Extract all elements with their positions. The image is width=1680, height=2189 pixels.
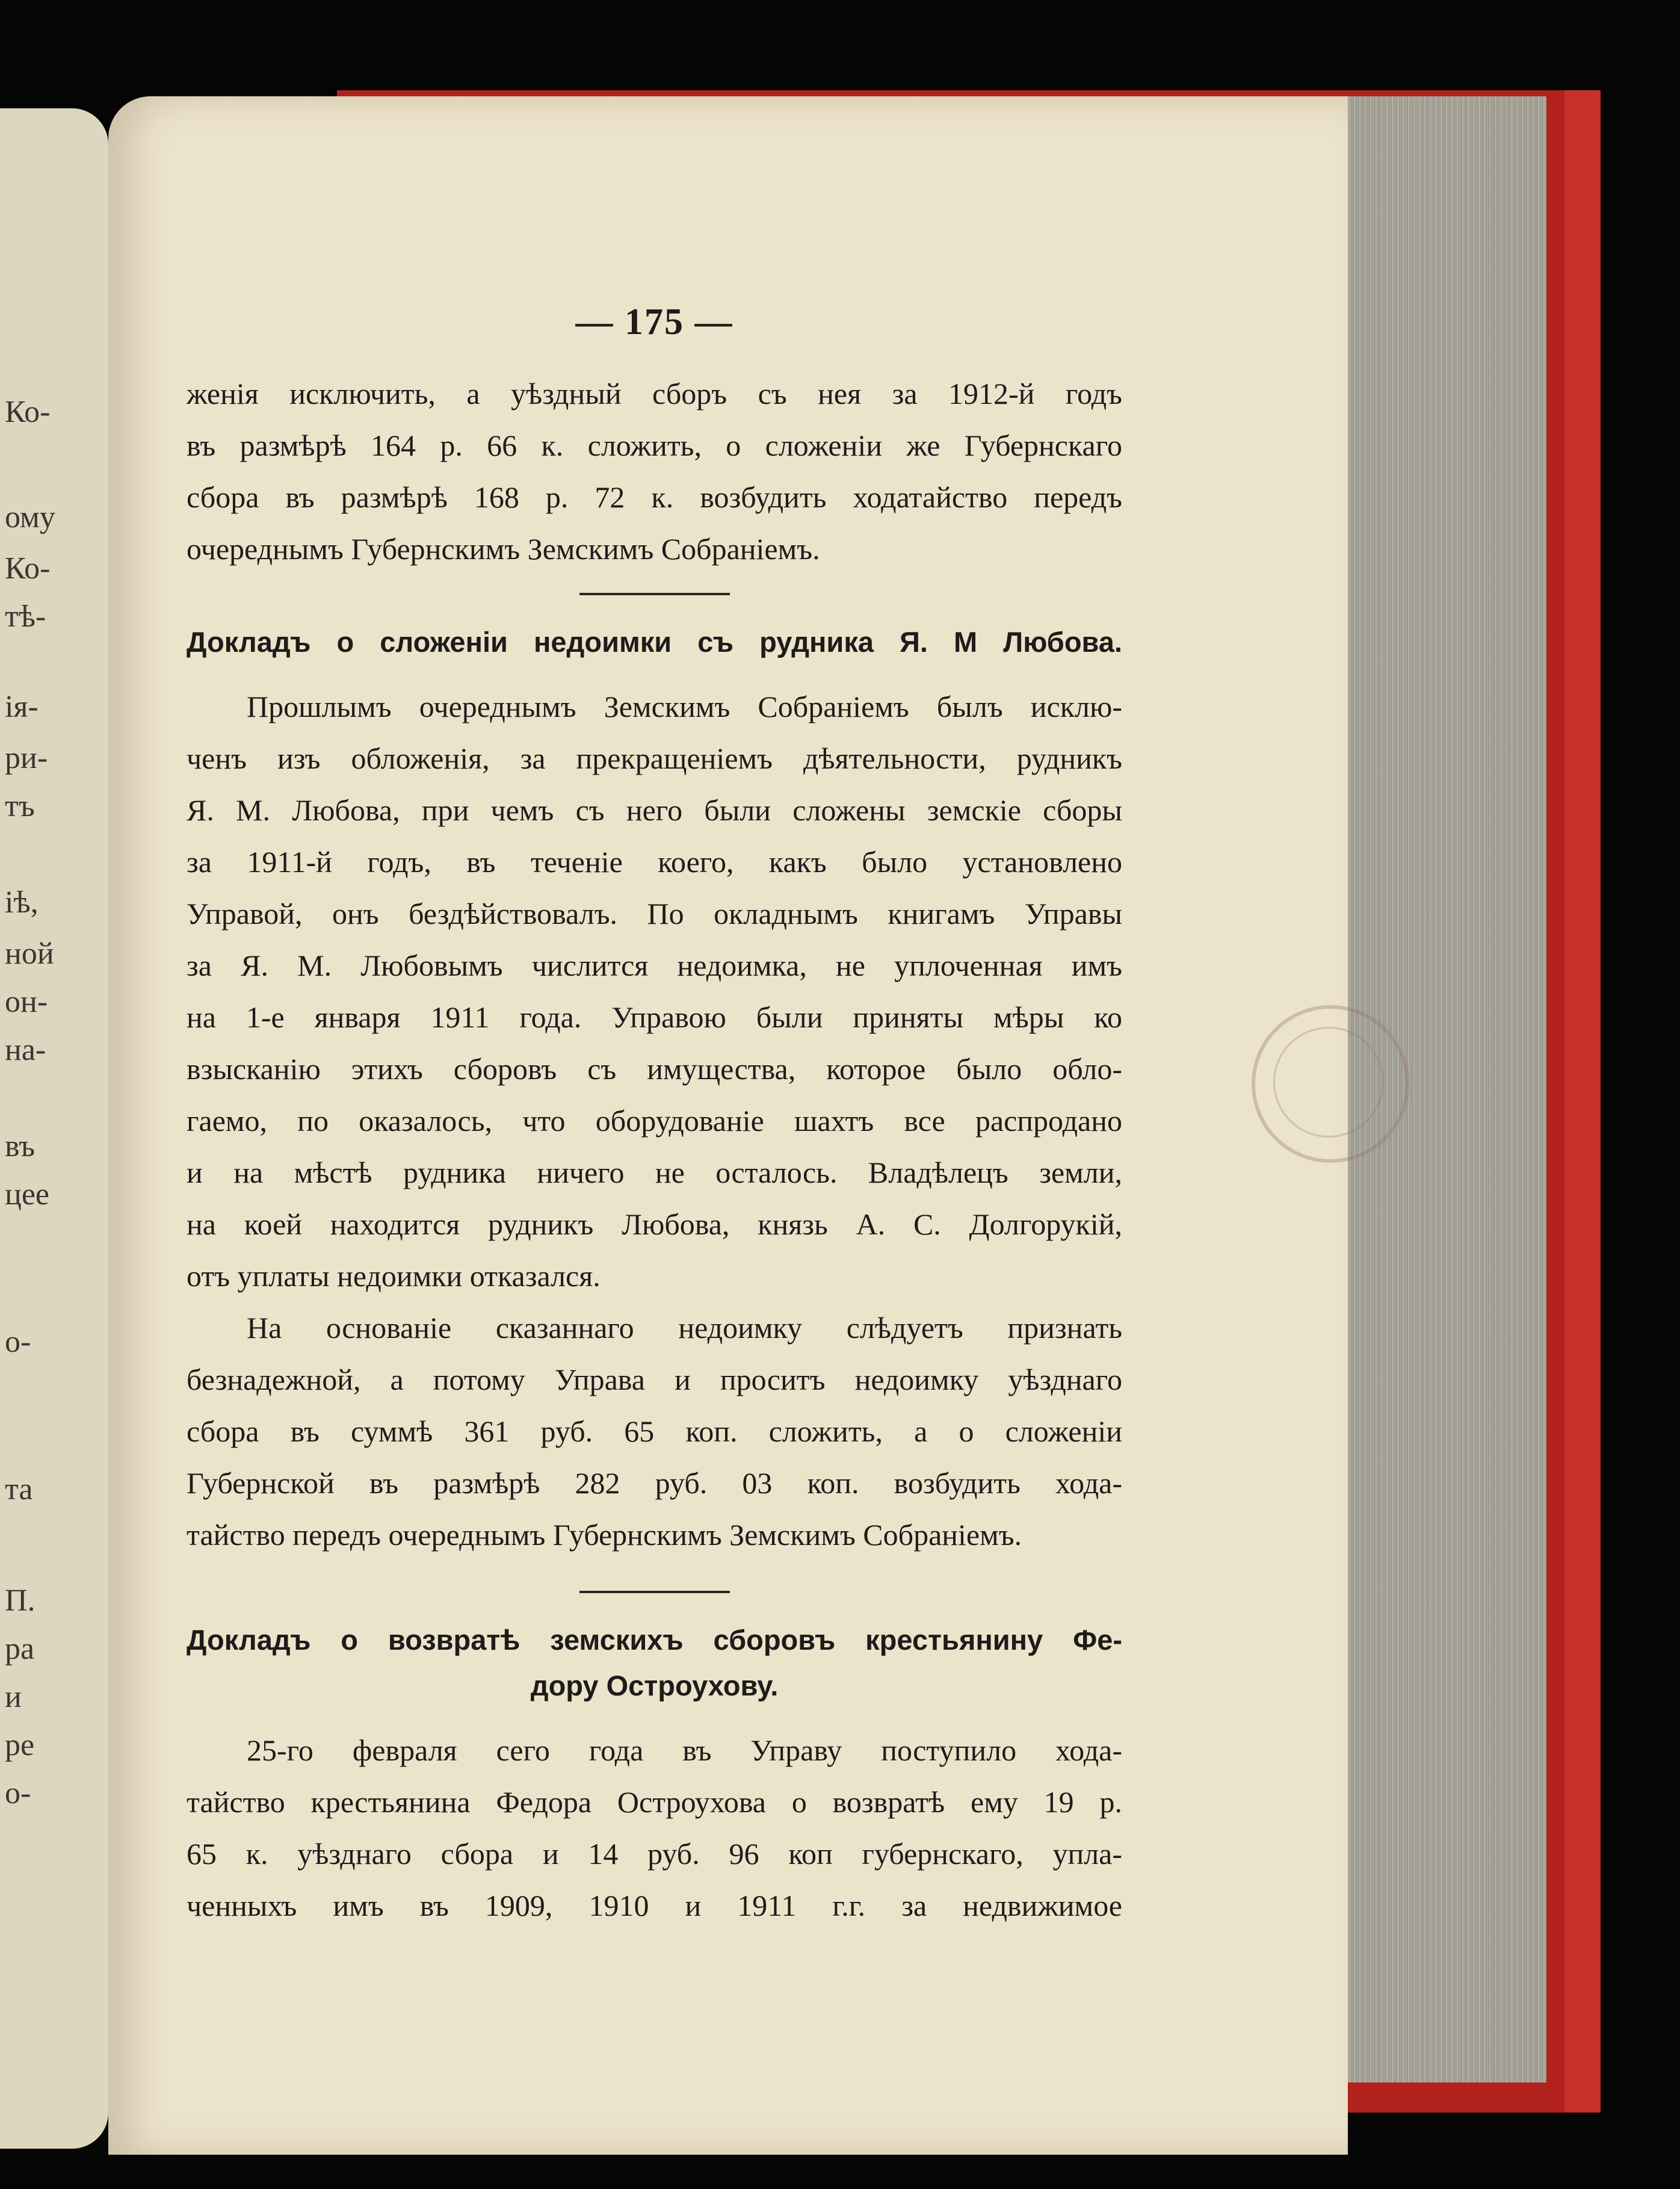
text-line: тайство передъ очереднымъ Губернскимъ Земскимъ Собраніемъ. — [187, 1518, 1022, 1552]
section-divider — [579, 593, 730, 595]
left-fragment: ри- — [5, 741, 48, 775]
left-fragment: ія- — [5, 690, 39, 724]
left-fragment: іѣ, — [5, 885, 39, 920]
left-fragment: о- — [5, 1325, 31, 1359]
text-line: сбора въ размѣрѣ 168 р. 72 к. возбудить ходатайство передъ — [187, 480, 1122, 514]
section-divider — [579, 1591, 730, 1593]
paragraph — [187, 1302, 1122, 1561]
left-fragment: Ко- — [5, 395, 51, 429]
section-heading-cont: дору Остроухову. — [530, 1670, 779, 1701]
left-fragment: тъ — [5, 789, 35, 823]
text-line: ченъ изъ обложенія, за прекращеніемъ дѣятельности, рудникъ — [187, 742, 1122, 775]
text-line: за 1911-й годъ, въ теченіе коего, какъ было установлено — [187, 845, 1122, 879]
text-line: на коей находится рудникъ Любова, князь А. С. Долгорукій, — [187, 1207, 1122, 1241]
text-line: на 1-е января 1911 года. Управою были приняты мѣры ко — [187, 1000, 1122, 1034]
text-line: взысканію этихъ сборовъ съ имущества, которое было обло- — [187, 1052, 1122, 1086]
text-line: сбора въ суммѣ 361 руб. 65 коп. сложить, а о сложеніи — [187, 1414, 1122, 1448]
page-content — [187, 301, 1122, 1931]
text-line: ченныхъ имъ въ 1909, 1910 и 1911 г.г. за недвижимое — [187, 1889, 1122, 1922]
left-fragment: о- — [5, 1776, 31, 1810]
left-fragment: та — [5, 1472, 33, 1506]
book-cover-edge — [1564, 90, 1601, 2113]
left-fragment: на- — [5, 1033, 46, 1067]
text-line: На основаніе сказаннаго недоимку слѣдуетъ признать — [247, 1311, 1122, 1345]
left-fragment: и — [5, 1680, 22, 1714]
left-fragment: ной — [5, 937, 54, 971]
paragraph-continuation — [187, 368, 1122, 575]
left-fragment: П. — [5, 1584, 36, 1618]
text-line: женія исключить, а уѣздный сборъ съ нея за 1912-й годъ — [187, 377, 1122, 410]
text-line: 65 к. уѣзднаго сбора и 14 руб. 96 коп губернскаго, упла- — [187, 1837, 1122, 1871]
text-line: за Я. М. Любовымъ числится недоимка, не уплоченная имъ — [187, 949, 1122, 982]
text-line: и на мѣстѣ рудника ничего не осталось. Владѣлецъ земли, — [187, 1156, 1122, 1189]
text-line: тайство крестьянина Федора Остроухова о возвратѣ ему 19 р. — [187, 1785, 1122, 1819]
section-heading: Докладъ о возвратѣ земскихъ сборовъ крестьянину Фе- — [187, 1624, 1122, 1656]
text-line: очереднымъ Губернскимъ Земскимъ Собраніемъ. — [187, 532, 820, 566]
paragraph — [187, 681, 1122, 1302]
text-line: Губернской въ размѣрѣ 282 руб. 03 коп. возбудить хода- — [187, 1466, 1122, 1500]
text-line: въ размѣрѣ 164 р. 66 к. сложить, о сложеніи же Губернскаго — [187, 429, 1122, 462]
section-heading: Докладъ о сложеніи недоимки съ рудника Я. М Любова. — [187, 626, 1122, 658]
book-page — [108, 96, 1348, 2155]
left-fragment: тѣ- — [5, 599, 46, 634]
page-number: — 175 — — [575, 302, 733, 342]
text-line: отъ уплаты недоимки отказался. — [187, 1259, 601, 1293]
text-line: Управой, онъ бездѣйствовалъ. По окладнымъ книгамъ Управы — [187, 897, 1122, 930]
left-fragment: он- — [5, 985, 48, 1019]
left-fragment: ра — [5, 1632, 35, 1666]
text-line: гаемо, по оказалось, что оборудованіе шахтъ все распродано — [187, 1104, 1122, 1138]
text-line: Я. М. Любова, при чемъ съ него были сложены земскіе сборы — [187, 793, 1122, 827]
text-line: 25-го февраля сего года въ Управу поступило хода- — [247, 1733, 1122, 1767]
text-line: Прошлымъ очереднымъ Земскимъ Собраніемъ былъ исклю- — [247, 690, 1122, 723]
library-stamp — [1252, 1005, 1409, 1163]
left-fragment: ре — [5, 1728, 35, 1762]
left-fragment: въ — [5, 1129, 36, 1163]
paragraph — [187, 1724, 1122, 1931]
left-facing-page — [0, 108, 108, 2149]
left-fragment: ому — [5, 500, 55, 534]
left-fragment: цее — [5, 1177, 49, 1212]
text-line: безнадежной, а потому Управа и проситъ недоимку уѣзднаго — [187, 1363, 1122, 1396]
left-fragment: Ко- — [5, 551, 51, 586]
